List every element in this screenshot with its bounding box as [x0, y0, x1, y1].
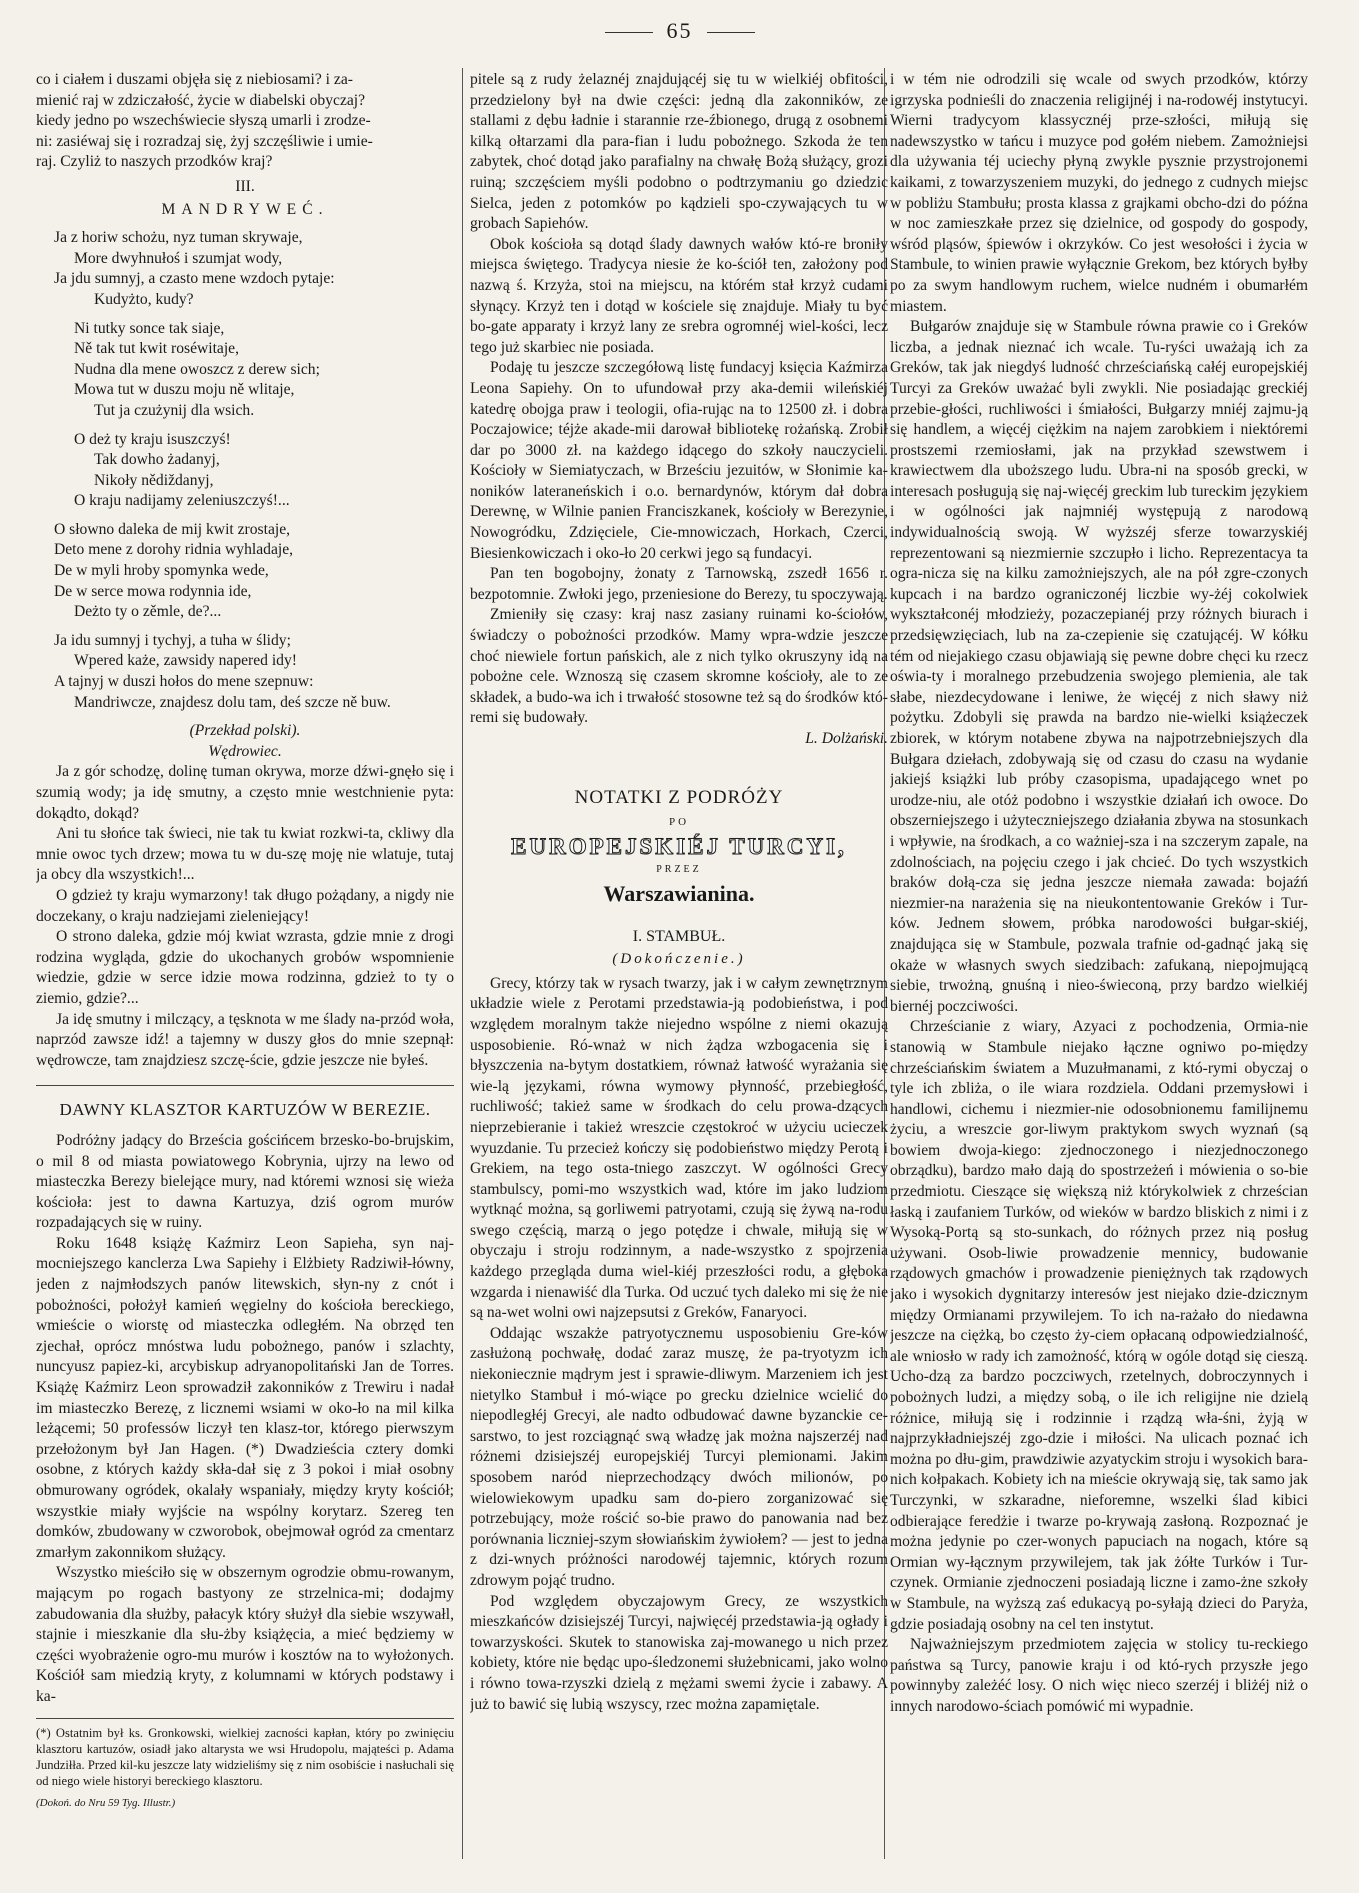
series-author: Warszawianina. [603, 880, 755, 906]
poem-line: Ni tutky sonce tak siaje, [74, 319, 225, 337]
stanza [54, 631, 454, 713]
section-divider [36, 1085, 454, 1086]
poem-line: A tajnyj w duszi hołos do mene szepnuw: [54, 673, 314, 691]
poem-line: Mowa tut w duszu moju ně wlitaje, [74, 381, 295, 399]
poem-line: Nikoły nědiždanyj, [94, 471, 214, 489]
stanza [54, 520, 454, 623]
poem-line: De w serce mowa rodynnia ide, [54, 582, 252, 600]
paragraph: Oddając wszakże patryotycznemu usposobieniu Gre-ków zasłużoną pochwałę, dodać zaraz muszę, że pa-tryotyzm ich niekoniecznie mądrym jest i sprawie-dliwym. Marzeniem ich jest nietylko Stambuł i mó-wiące po grecku dzielnice wcielić do niepodległéj Grecyi, ale nadto odbudować dawne byzanckie ce-sarstwo, to jest rozciągnąć swą władzę jak można najszerzéj nad różnemi dzisiejszéj europejskiéj Turcyi plemionami. Jakim sposobem naród nieprzechodzący dwóch milionów, po wielowiekowym upadku sam do-piero zorganizować się potrzebujący, może rościć so-bie prawo do panowania nad bez porównania liczniej-szym słowiańskim żywiołem? — jest to jedna z dzi-wnych próżności narodowéj tajemnic, których rozum zdrowym pojąć trudno. [470, 1324, 888, 1589]
poem-line: Nudna dla mene owoszcz z derew sich; [74, 360, 320, 378]
paragraph: Podaję tu jeszcze szczegółową listę fundacyj księcia Kaźmirza Leona Sapiehy. On to ufundował przy aka-demii wileńskiéj katedrę obojga praw i teologii, ofia-rując na to 12500 zł. i dobra Poczajowice; téjże akade-mii darował bibliotekę rożańską. Zrobił dar po 3000 zł. na każdego idącego do szkoły nauczycieli. Kościoły w Siemiatyczach, w Brześciu jezuitów, w Słonimie ka-noników lateraneńskich i o.o. bernardynów, którym dał dobra Derewnę, w Wilnie panien Franciszkanek, kościoły w Berezynie, Nowogródku, Zdzięciele, Cie-mnowiczach, Horkach, Czerci, Biesienkowiczach i oko-ło 20 cerkwi jego są fundacyi. [470, 359, 888, 562]
poem-line: More dwyhnułoś i szumjat wody, [74, 249, 283, 267]
poem [36, 228, 454, 713]
stanza [54, 228, 454, 310]
paragraph: Pod względem obyczajowym Grecy, ze wszystkich mieszkańców dzisiejszéj Turcyi, najwięcéj przedstawia-ją ogłady i towarzyskości. Skutek to stanowiska zaj-mowanego u nich przez kobiety, które nie będąc upo-śledzonemi służebnicami, jako wolno i równo towa-rzyszki dzielą z mężami swemi życie i zabawy. A już to bawić się lubią wszyscy, rzec można zapamiętale. [470, 1592, 888, 1713]
paragraph: Pan ten bogobojny, żonaty z Tarnowską, zszedł 1656 r. bezpotomnie. Zwłoki jego, przeniesione do Berezy, tu spoczywają. [470, 565, 888, 603]
poem-line: De w myli hroby spomynka wede, [54, 562, 269, 580]
paragraph: Roku 1648 książę Kaźmirz Leon Sapieha, syn naj-mocniejszego kanclerza Lwa Sapiehy i Elżbiety Radziwił-łówny, jeden z najmłodszych panów litewskich, słyn-ny z cnót i pobożności, położył kamień węgielny do kościoła bereckiego, wmieście o wiorstę od miasteczka odległém. Na obrzęd ten zjechał, oprócz mnóstwa ludu pobożnego, panów i szlachty, nuncyusz papiez-ki, arcybiskup adryanopolitański Jan de Torres. Książę Kaźmirz Leon sprowadził zakonników z Trewiru i nadał im miasteczko Berezę, z licznemi wsiami w oko-ło na mil kilka leżącemi; 50 professów liczył ten klasz-tor, którego pierwszym przełożonym był Jan Hagen. (*) Dwadzieścia cztery domki osobne, z których każdy skła-dał się z 3 pokoi i miał osobny obmurowany ogródek, okalały wspaniały, między kryty kościół; wszystkie miały wyjście na wspólny korytarz. Szereg ten domków, zbudowany w czworobok, obejmował ogród za cmentarz zmarłym zakonnikom służący. [36, 1234, 454, 1561]
paragraph: pitele są z rudy żelaznéj znajdującéj się tu w wielkiéj obfitości, przedzielony był na dwie części: jedną dla zakonników, ze stallami z dębu ładnie i starannie rze-źbionego, drugą z osobnemi kilką ołtarzami dla para-fian i ludu pobożnego. Szkoda że ten zabytek, choć dotąd jako parafialny na chwałę Bożą służący, grozi ruiną; szczęściem myśli podobno o podtrzymaniu go dziedzic Sielca, jeden z potomków po kądzieli spo-czywających tu w grobach Sapiehów. [470, 71, 888, 233]
page-number: 65 [0, 18, 1359, 44]
verse-line: ni: zasiéwaj się i rozradzaj się, żyj szczęśliwie i umie- [36, 132, 373, 150]
poem-line: Mandriwcze, znajdesz dolu tam, deś szcze ně buw. [74, 693, 391, 711]
paragraph: Ja z gór schodzę, dolinę tuman okrywa, morze dźwi-gnęło się i szumią wody; ja idę smutny, a często mnie westchnienie pyta: dokądto, dokąd? [36, 763, 454, 822]
paragraph: Najważniejszym przedmiotem zajęcia w stolicy tu-reckiego państwa są Turcy, panowie kraju i od któ-rych przyszłe jego powinnyby zależéć losy. O nich więc nieco szerzéj i bliżéj niż o innych narodowo-ściach pomówić mi wypadnie. [890, 1636, 1308, 1715]
paragraph: Obok kościoła są dotąd ślady dawnych wałów któ-re broniły miejsca świętego. Tradycya niesie że ko-ściół ten, założony pod nazwą ś. Krzyża, stoi na miejscu, na którém stał krzyż cudami słynący. Krzyż ten i dotąd w kościele się znajduje. Miały tu być bo-gate apparaty i krzyż lany ze srebra ogromnéj wiel-kości, lecz tego już skarbiec nie posiada. [470, 235, 888, 356]
intro-verse [36, 70, 454, 173]
poem-line: Tut ja czużynij dla wsich. [94, 401, 255, 419]
stanza [54, 430, 454, 512]
paragraph: Bułgarów znajduje się w Stambule równa prawie co i Greków liczba, a jednak nieznać ich wcale. Tu-ryści uważają ich za Greków, tak jak niegdyś ludność chrześciańską całéj europejskiéj Turcyi za Greków uważać byli zwykli. Nie posiadając greckiéj przebie-głości, ruchliwości i śmiałości, Bułgarzy mniéj zajmu-ją się handlem, a więcéj ciężkim na najem zarobkiem i niektóremi prostszemi rzemiosłami, jak na przykład szewstwem i krawiectwem dla uboższego ludu. Ubra-ni na sposób grecki, w interesach posługują się naj-więcéj greckim lub tureckim językiem i w ogólności jak najmniéj występują z narodową indywidualnością swoją. W wyższéj sferze towarzyskiéj reprezentowani są niezmiernie szczupło i licho. Reprezentacya ta ogra-nicza się na kilku zamożniejszych, ale na pół zgre-czonych kupcach i na bardzo ograniczonéj liczbie wy-żéj cokolwiek wykształconéj młodzieży, pozaczepianéj przy różnych biurach i przedsięwzięciach, lub na za-czepienie się czatującéj. W kółku tém od niejakiego czasu objawiają się pewne dobre chęci ku rzecz oświa-ty i moralnego przebudzenia swojego plemienia, ale tak słabe, niezdecydowane i leniwe, że więcéj z nich sławy niż pożytku. Zdobyli się prawda na bardzo nie-wielki książeczek zbiorek, w którym notabene zbywa na najpotrzebniejszych dla Bułgara dziełach, zdobywają się od czasu do czasu na wydanie jakiejś książki lub próby czasopisma, upadającego wnet po urodze-niu, ale otóż podobno i wszystkie działań ich owoce. Do obszerniejszego i użyteczniejszego działania zbywa na stosunkach i wpływie, na środkach, a co ważniej-sza i na szczerym zapale, na zdolnościach, na pojęciu czego i jak chcieć. Do tych wszystkich braków dołą-cza się jedna jeszcze niemała zawada: bojaźń niezmier-na narażenia się na nieukontentowanie Greków i Tur-ków. Jednem słowem, próbka narodowości bułgar-skiéj, znajdująca się w Stambule, pozwala trafnie od-gadnąć jaką się okaże w własnych swych siedzibach: zafukaną, niepojmującą siebie, trwożną, gnuśną i nieo-świeconą, przy bardzo wielkiéj biernéj poczciwości. [890, 318, 1308, 1015]
footnote-text: (*) Ostatnim był ks. Gronkowski, wielkiej zacności kapłan, który po zwinięciu klasztoru kartuzów, osiadł jako altarysta we wsi Hrudopolu, mająteści p. Adama Jundziłła. Przed kil-ku jeszcze laty widzieliśmy się z nim osobiście i nasłuchali się od niego wiele historyi bereckiego klasztoru. [36, 1725, 454, 1788]
column-1 [36, 70, 454, 1823]
footnote [36, 1718, 454, 1811]
paragraph: Podróżny jadący do Brześcia gościńcem brzesko-bo-brujskim, o mil 8 od miasta powiatowego Kobrynia, ujrzy na lewo od miasteczka Berezy bielejące mury, nad któremi wznosi się wieża kościoła: jest to dawna Kartuzya, dziś ogrom murów rozpadających się w ruiny. [36, 1131, 454, 1232]
section-subtitle: (Dokończenie.) [612, 951, 746, 968]
column-3 [890, 70, 1308, 1823]
verse-line: kiedy jedno po wszechświecie słyszą umarli i zrodze- [36, 112, 371, 130]
paragraph: i w tém nie odrodzili się wcale od swych przodków, którzy igrzyska podnieśli do znaczenia religijnéj i na-rodowéj instytucyi. Wierni tradycyom klassycznéj prze-szłości, miłują się nadewszystko w tańcu i muzyce pod gołém niebem. Zamożniejsi dla używania téj uciechy płyną zwykle pysznie przystrojonemi kaikami, z towarzyszeniem muzyki, do jednego z cudnych miejsc w pobliżu Stambułu; prosta klassa z grajkami obcho-dzi do późna w noc zamieszkałe przez się dzielnice, od gospody do gospody, wśród pląsów, śpiewów i okrzyków. Co jest wesołości i życia w Stambule, to winien prawie wyłącznie Grekom, bez których byłby po za swym handlowym ruchem, wielce nudném i obumarłém miastem. [890, 71, 1308, 315]
poem-line: Tak dowho żadanyj, [94, 451, 220, 469]
poem-line: Wpered każe, zawsidy napered idy! [74, 652, 297, 670]
column-2 [470, 70, 888, 1823]
column-rule-left [462, 68, 463, 1859]
poem-line: Ja z horiw schożu, nyz tuman skrywaje, [54, 229, 303, 247]
paragraph: Grecy, którzy tak w rysach twarzy, jak i w całym zewnętrznym układzie wiele z Perotami przedstawia-ją podobieństwa, i pod względem moralnym także niejedno wspólne z niemi okazują usposobienie. Ró-wnaż w nich żądza wzbogacenia się i błyszczenia na-bytym dostatkiem, równaż łatwość wyrażania się wie-lą językami, równa wymowy płynność, przebiegłość, ruchliwość; takież same w środkach do celu prowa-dzących nieprzebieranie i takież wreszcie częstokroć w użyciu ucieczek wyuzdanie. Tu przecież kończy się podobieństwo między Perotą i Grekiem, na tego osta-tniego zaszczyt. W ogólności Grecy stambulscy, pomi-mo wszystkich wad, które im jako ludziom wytknąć można, są gorliwemi patryotami, czują się żywą na-rodu swego częścią, marzą o jego potędze i chwale, miłują się w obyczaju i stroju rodzinnym, a nade-wszystko z spojrzenia każdego przegląda duma wiel-kiéj przeszłości rodu, a głęboka wzgarda i nienawiść dla Turka. Od uczuć tych daleko mi się że nie są na-wet wolni owi najzepsutsi z Greków, Fanaryoci. [470, 974, 888, 1322]
poem-line: Kudyżto, kudy? [94, 290, 194, 308]
poem-line: O deż ty kraju isuszczyś! [74, 430, 231, 448]
paragraph: Chrześcianie z wiary, Azyaci z pochodzenia, Ormia-nie stanowią w Stambule niejako łączne ogniwo po-między chrześciańskim światem a Muzułmanami, z któ-rymi obyczaj o tyle ich zbliża, o ile wiara rozdziela. Oddani przemysłowi i handlowi, cichemu i niezmier-nie odosobnionemu familijnemu życiu, a wreszcie gor-liwym praktykom swych wyznań (są bowiem dwoja-kiego: zjednoczonego i niezjednoczonego obrządku), bardzo mało dają do spostrzeżeń i mówienia o so-bie przedmiotu. Cieszące się większą niż którykolwiek z chrześcian łaską i zaufaniem Turków, od wieków w bardzo bliskich z nimi i z Wysoką-Portą są sto-sunkach, do różnych przez nią posług używani. Osob-liwie prowadzenie mennicy, budowanie rządowych gmachów i prowadzenie pieniężnych tak rządowych jako i wysokich dygnitarzy interesów jest niejako dzie-dzicznym między Ormianami przywilejem. To ich na-rażało do niedawna jeszcze na ciężką, bo często ży-ciem opłacaną odpowiedzialność, ale wniosło w rady ich zamożność, którą w ogóle dotąd się cieszą. Ucho-dzą za bardzo poczciwych, rzetelnych, dobroczynnych i pobożnych ludzi, a między sobą, o ile ich religijne nie dzielą różnice, miłują się i rodzinnie i rządzą wła-śni, żyją w najprzykładniejszéj zgo-dzie i miłości. Na ulicach poznać ich można po dłu-gim, prawdziwie azyatyckim stroju i wysokich bara-nich kołpakach. Kobiety ich na mieście okrywają się, tak samo jak Turczynki, w szkaradne, nieforemne, wszelki ślad kibici odbierające feredżie i twarze po-krywają zasłoną. Rozpoznać je można jedynie po czer-wonych papuciach na nogach, które są Ormian wy-łącznym przywilejem, tak jak żółte Turków i Tur-czynek. Ormianie zjednoczeni posiadają liczne i zamo-żne szkoły w Stambule, na wyższą zaś edukacyą po-syłają dzieci do Paryża, gdzie posiadają osobny na cel ten instytut. [890, 1018, 1308, 1633]
poem-line: Deżto ty o zěmle, de?... [74, 603, 222, 621]
poem-line: Deto mene z dorohy ridnia wyhladaje, [54, 541, 294, 559]
paragraph: Wszystko mieściło się w obszernym ogrodzie obmu-rowanym, mającym po rogach bastyony ze strzelnica-mi; dodajmy zabudowania dla służby, pałacyk który służył dla siebie wszywałl, stajnie i mieszkanie dla słu-żby książęcia, a mieć będziemy w części wyobrażenie ogro-mu murów i kosztów na to wyłożonych. Kościół sam miedzią kryty, z kolumnami w których podstawy i ka- [36, 1564, 454, 1705]
verse-line: mienić raj w zdziczałość, życie w diabelski obyczaj? [36, 91, 366, 109]
verse-line: raj. Czyliż to naszych przodków kraj? [36, 153, 273, 171]
poem-title: MANDRYWEĆ. [161, 200, 329, 218]
author-signature: L. Dolżański. [805, 730, 888, 747]
poem-line: O kraju nadijamy zeleniuszczyś!... [74, 492, 290, 510]
translation-label: (Przekład polski). [189, 722, 301, 740]
poem-line: O słowno daleka de mij kwit zrostaje, [54, 520, 291, 538]
paragraph: O gdzież ty kraju wymarzony! tak długo pożądany, a nigdy nie doczekany, o kraju nadziejami zieleniejący! [36, 886, 454, 925]
series-heading [470, 788, 888, 905]
section-title: I. STAMBUŁ. [632, 927, 726, 945]
paragraph: Ja idę smutny i milczący, a tęsknota w me ślady na-przód woła, naprzód zawsze idź! a tajemny w duszy głos do mnie szepnął: wędrowcze, tam znajdziesz szczę-ście, gdzie jeszcze nie byłeś. [36, 1010, 454, 1069]
poem-line: Ja jdu sumnyj, a czasto mene wzdoch pytaje: [54, 270, 335, 288]
article-title: DAWNY KLASZTOR KARTUZÓW W BEREZIE. [59, 1100, 431, 1120]
series-heading-line: NOTATKI Z PODRÓŻY [574, 786, 784, 808]
verse-line: co i ciałem i duszami objęła się z niebiosami? i za- [36, 71, 353, 88]
poem-line: Ně tak tut kwit roséwitaje, [74, 340, 239, 358]
paragraph: O strono daleka, gdzie mój kwiat wzrasta, gdzie mnie z drogi rodzina wygląda, gdzie do ukochanych grobów wspomnienie wiedzie, gdzie w serce idzie mowa rodzinna, gdzież to ty o ziemio, gdzie?... [36, 928, 454, 1007]
section-numeral: III. [235, 177, 255, 195]
series-heading-line: PO [668, 816, 690, 829]
translation-title: Wędrowiec. [208, 742, 282, 760]
paragraph: Ani tu słońce tak świeci, nie tak tu kwiat rozkwi-ta, ckliwy dla mnie owoc tych drzew; mowa tu w du-szę moję nie wlatuje, tutaj ja obcy dla wszystkich!... [36, 825, 454, 884]
paragraph: Zmieniły się czasy: kraj nasz zasiany ruinami ko-ściołów, świadczy o pobożności przodków. Mamy wpra-wdzie jeszcze choć niewiele fortun pańskich, ale z nich tylko okruszyny idą na pobożne cele. Wznoszą się czasem skromne kościoły, ale to ze składek, a budo-wa ich i trwałość stosowne też są do środków któ-remi się budowały. [470, 606, 888, 727]
series-heading-line: EUROPEJSKIÉJ TURCYI, [511, 833, 847, 859]
series-heading-line: PRZEZ [656, 864, 702, 876]
footnote-reference: (Dokoń. do Nru 59 Tyg. Illustr.) [36, 1796, 176, 1809]
stanza [54, 319, 454, 422]
poem-line: Ja idu sumnyj i tychyj, a tuha w ślidy; [54, 631, 291, 649]
